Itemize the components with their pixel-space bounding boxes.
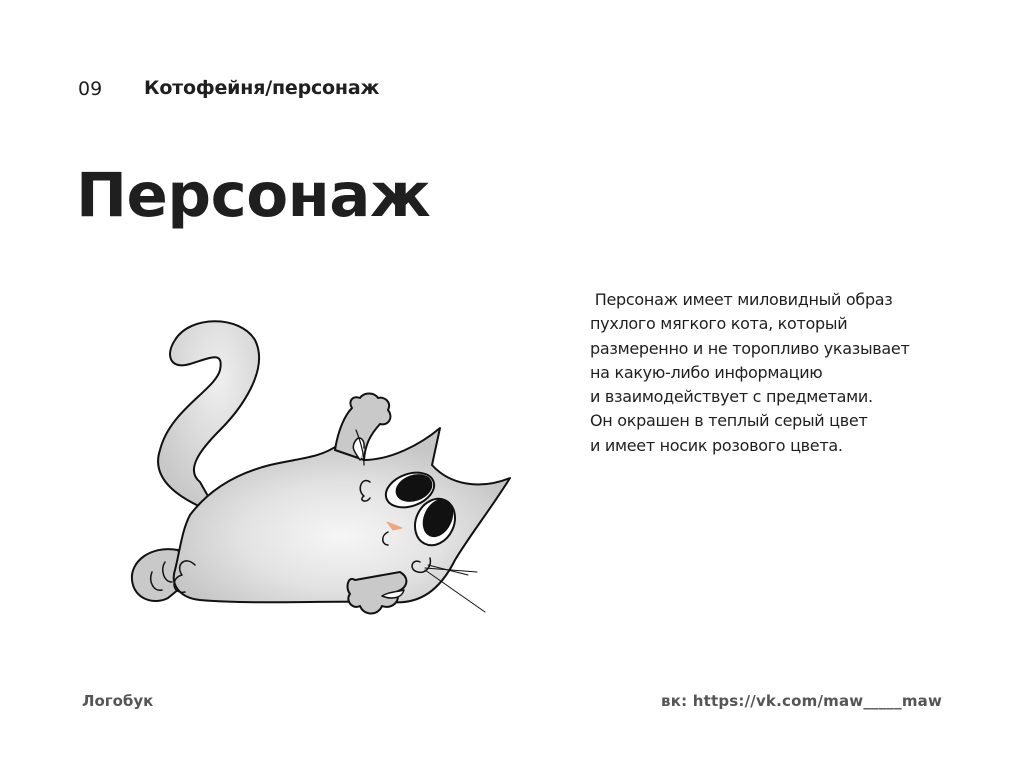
description-line: и взаимодействует с предметами.: [590, 387, 873, 407]
description-line: на какую-либо информацию: [590, 362, 823, 382]
description-line: пухлого мягкого кота, который: [590, 314, 848, 334]
description-line: Он окрашен в теплый серый цвет: [590, 411, 868, 431]
cat-body: [174, 428, 510, 602]
footer-brand: Логобук: [82, 692, 154, 710]
description-line: и имеет носик розового цвета.: [590, 435, 843, 455]
description-line: размеренно и не торопливо указывает: [590, 338, 910, 358]
page-title: Персонаж: [76, 160, 431, 231]
character-description: [590, 288, 950, 458]
page-number: 09: [78, 78, 103, 100]
description-line: Персонаж имеет миловидный образ: [590, 290, 893, 309]
breadcrumb: Котофейня/персонаж: [144, 77, 380, 99]
vk-prefix: вк:: [661, 692, 688, 710]
cat-illustration: [120, 300, 540, 650]
footer-vk-link[interactable]: [661, 692, 942, 710]
vk-url-link[interactable]: https://vk.com/maw_____maw: [692, 692, 943, 710]
